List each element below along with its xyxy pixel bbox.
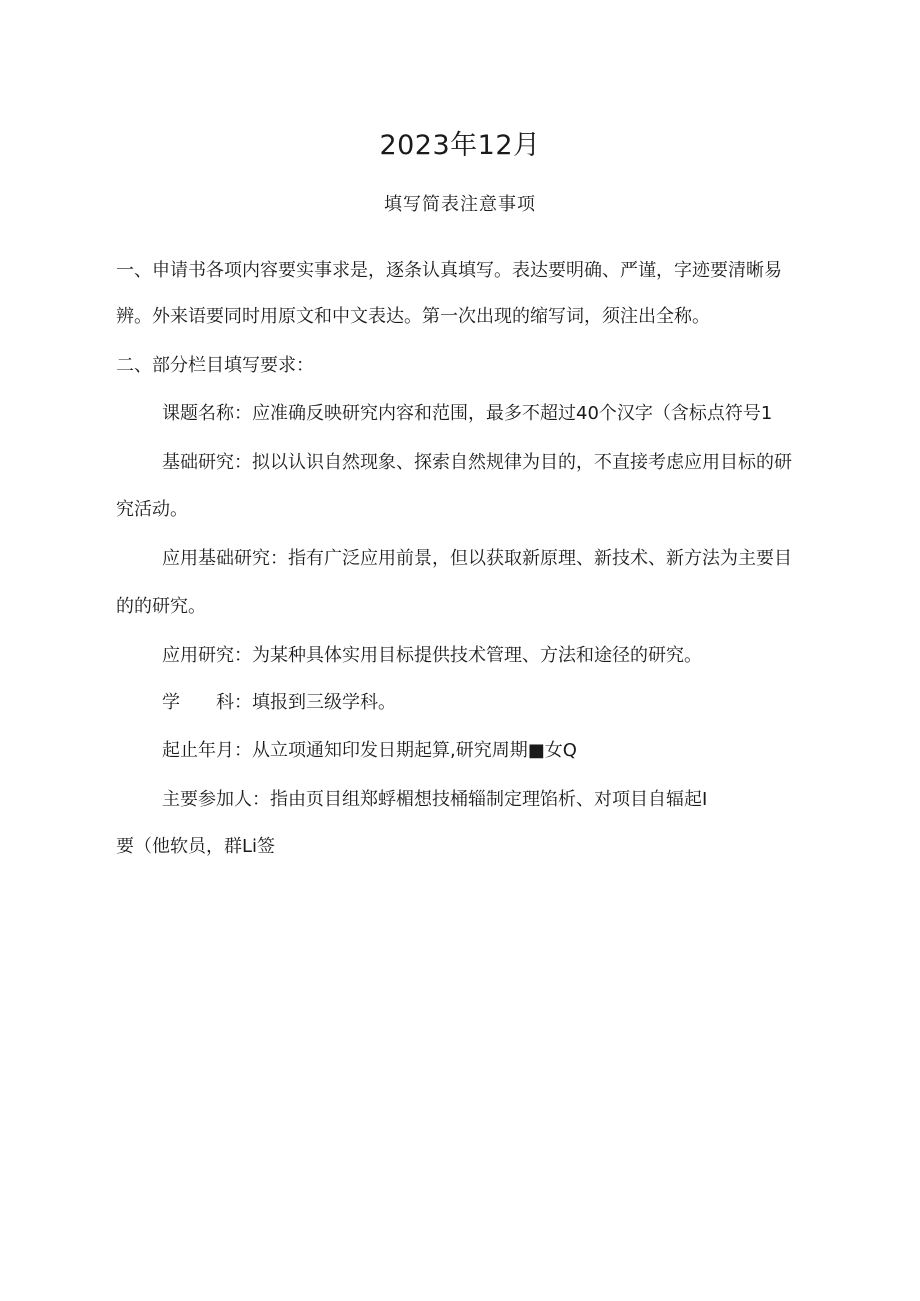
discipline-rule: 学 科：填报到三级学科。 — [162, 692, 396, 713]
participants-rule-line-2: 要（他软员，群Li签 — [116, 836, 276, 857]
section-1-line-2: 辨。外来语要同时用原文和中文表达。第一次出现的缩写词，须注出全称。 — [116, 306, 710, 327]
topic-name-rule: 课题名称：应准确反映研究内容和范围，最多不超过40个汉字（含标点符号1 — [162, 403, 773, 424]
start-end-date-rule: 起止年月：从立项通知印发日期起算,研究周期■女Q — [162, 740, 577, 761]
basic-research-rule-line-1: 基础研究：拟以认识自然现象、探索自然规律为目的，不直接考虑应用目标的研 — [162, 452, 792, 473]
applied-research-rule: 应用研究：为某种具体实用目标提供技术管理、方法和途径的研究。 — [162, 645, 702, 666]
participants-rule-line-1: 主要参加人：指由页目组郑蜉楣想技桶辎制定理馅析、对项目自辐起I — [162, 789, 708, 810]
basic-research-rule-line-2: 究活动。 — [116, 499, 188, 520]
section-1-line-1: 一、申请书各项内容要实事求是，逐条认真填写。表达要明确、严谨，字迹要清晰易 — [116, 260, 782, 281]
section-2-heading: 二、部分栏目填写要求： — [116, 355, 314, 376]
applied-basic-rule-line-2: 的的研究。 — [116, 596, 206, 617]
document-date: 2023年12月 — [379, 130, 541, 161]
notice-title: 填写简表注意事项 — [384, 194, 536, 215]
applied-basic-rule-line-1: 应用基础研究：指有广泛应用前景，但以获取新原理、新技术、新方法为主要目 — [162, 548, 792, 569]
